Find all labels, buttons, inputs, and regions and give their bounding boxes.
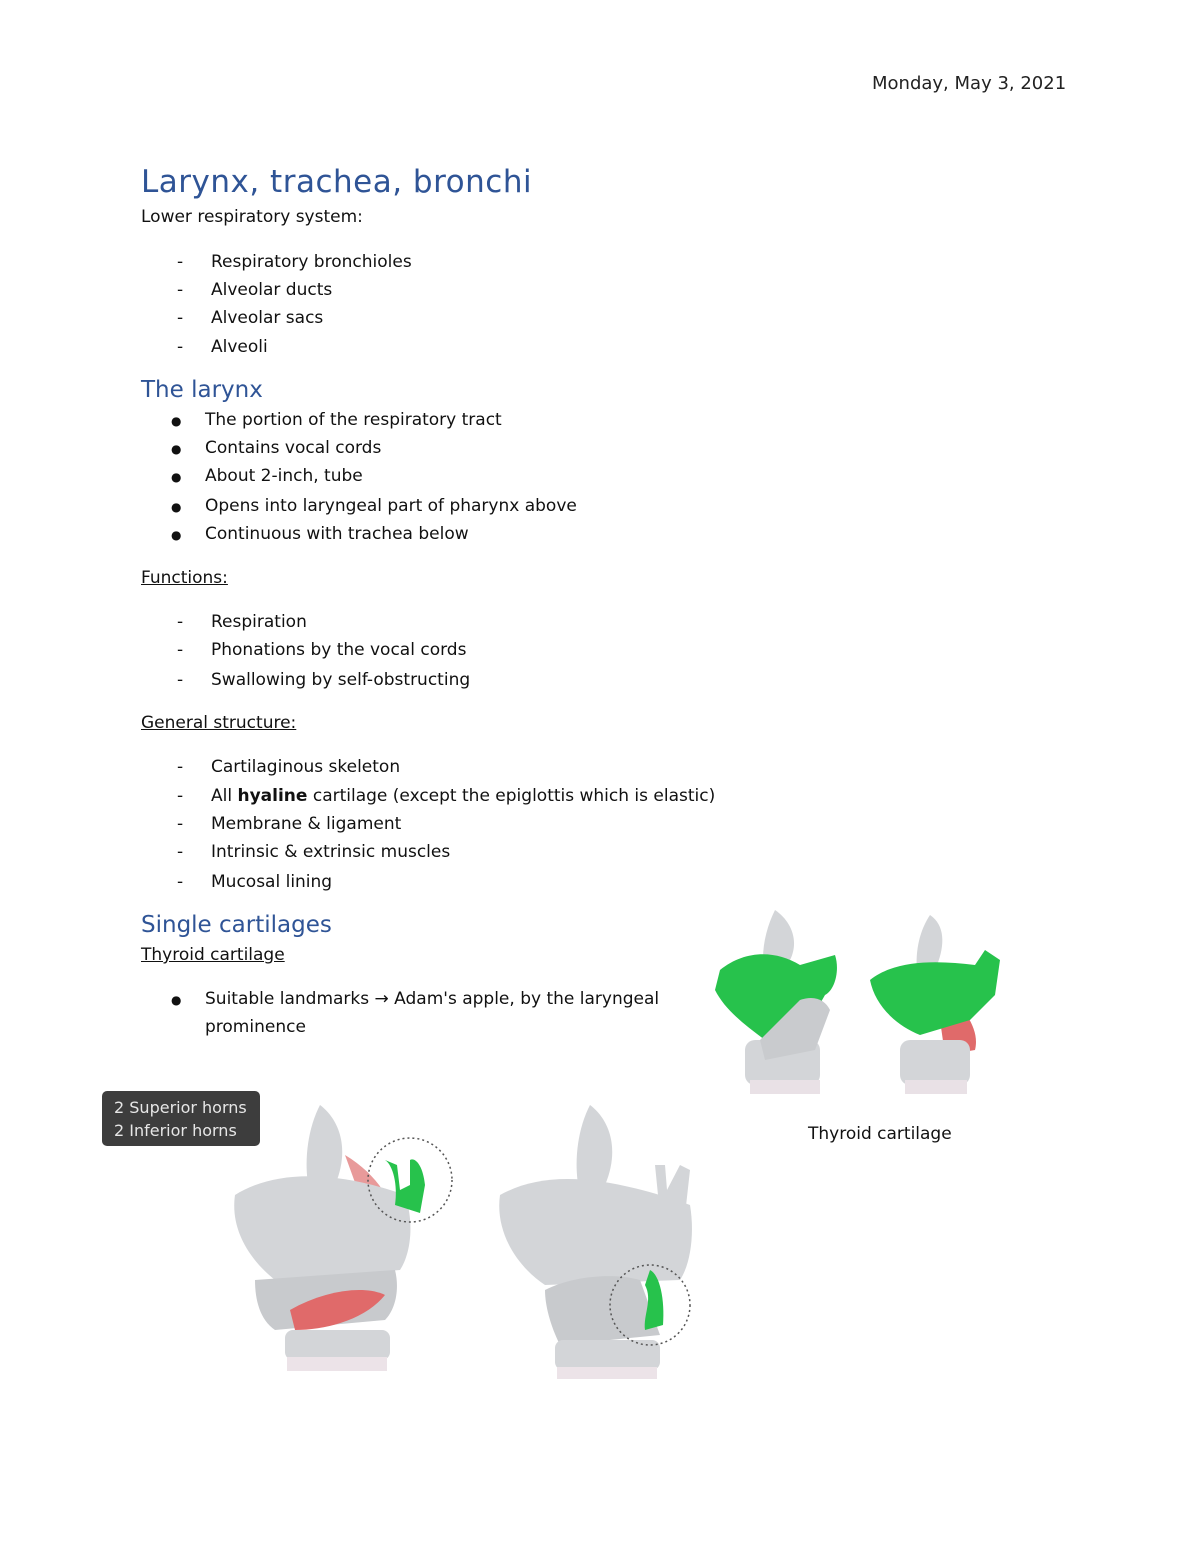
structure-text-post: cartilage (except the epiglottis which is elastic)	[307, 786, 716, 806]
thyroid-cartilage-label: Thyroid cartilage	[141, 945, 285, 965]
structure-text-pre: All	[211, 786, 238, 806]
callout-line-inferior: 2 Inferior horns	[114, 1121, 237, 1140]
page-title: Larynx, trachea, bronchi	[141, 164, 533, 200]
list-item	[211, 786, 715, 806]
landmark-continuation: prominence	[205, 1017, 306, 1037]
larynx-model-right	[870, 915, 1000, 1094]
thyroid-cartilage-figure	[705, 900, 1010, 1110]
structure-text-bold: hyaline	[237, 786, 308, 806]
list-item: ● The portion of the respiratory tract	[205, 410, 502, 430]
list-item: ● Opens into laryngeal part of pharynx above	[205, 496, 577, 516]
functions-label: Functions:	[141, 568, 228, 588]
larynx-heading: The larynx	[141, 377, 263, 403]
single-cartilages-heading: Single cartilages	[141, 912, 332, 938]
list-item: - Mucosal lining	[211, 872, 332, 892]
list-item: - Alveoli	[211, 337, 268, 357]
list-item: - Intrinsic & extrinsic muscles	[211, 842, 450, 862]
callout-line-superior: 2 Superior horns	[114, 1098, 247, 1117]
inferior-horns-figure	[485, 1095, 715, 1390]
list-item: ● Continuous with trachea below	[205, 524, 469, 544]
list-item: - Alveolar sacs	[211, 308, 323, 328]
list-item: - Respiratory bronchioles	[211, 252, 412, 272]
figure-caption: Thyroid cartilage	[808, 1124, 952, 1144]
larynx-model-left	[715, 910, 837, 1094]
list-item: ● Suitable landmarks → Adam's apple, by the laryngeal	[205, 989, 659, 1009]
list-item: ● About 2-inch, tube	[205, 466, 363, 486]
list-item: ● Contains vocal cords	[205, 438, 381, 458]
list-item: - Alveolar ducts	[211, 280, 332, 300]
list-item: - Phonations by the vocal cords	[211, 640, 466, 660]
superior-horns-figure	[215, 1095, 465, 1390]
page-date: Monday, May 3, 2021	[872, 73, 1067, 94]
list-item: - Cartilaginous skeleton	[211, 757, 400, 777]
lower-respiratory-label: Lower respiratory system:	[141, 207, 363, 227]
structure-label: General structure:	[141, 713, 297, 733]
list-item: - Respiration	[211, 612, 307, 632]
list-item: - Swallowing by self-obstructing	[211, 670, 470, 690]
list-item: - Membrane & ligament	[211, 814, 401, 834]
